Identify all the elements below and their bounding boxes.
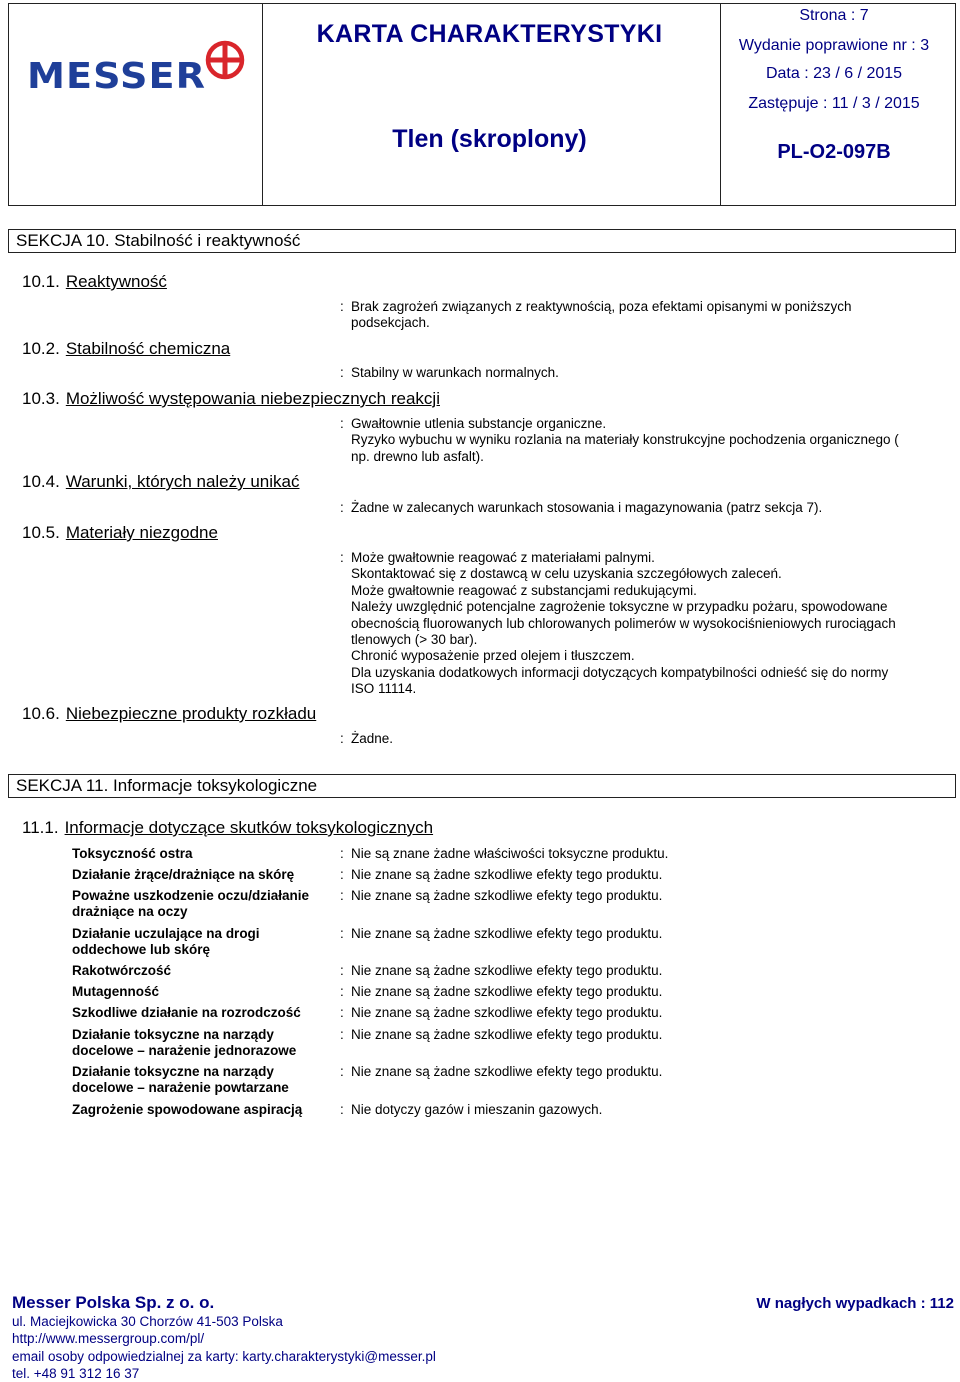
subsection-value: : Gwałtownie utlenia substancje organiczne. Ryzyko wybuchu w wyniku rozlania na materiały konstrukcyjne pochodzenia organicznego ( np. drewno lub asfalt). bbox=[340, 416, 899, 464]
subsection-heading: 10.4. Warunki, których należy unikać bbox=[22, 472, 300, 491]
footer-company: Messer Polska Sp. z o. o. bbox=[12, 1293, 215, 1312]
tox-value: : Nie znane są żadne szkodliwe efekty tego produktu. bbox=[340, 888, 663, 903]
tox-value: : Nie dotyczy gazów i mieszanin gazowych. bbox=[340, 1102, 603, 1117]
tox-value: : Nie znane są żadne szkodliwe efekty tego produktu. bbox=[340, 984, 663, 999]
tox-label: Mutagenność bbox=[72, 984, 160, 999]
section-11-header: SEKCJA 11. Informacje toksykologiczne bbox=[8, 774, 956, 798]
footer-url[interactable]: http://www.messergroup.com/pl/ bbox=[12, 1331, 205, 1346]
tox-label: Toksyczność ostra bbox=[72, 846, 193, 861]
subsection-value: : Stabilny w warunkach normalnych. bbox=[340, 365, 559, 380]
subsection-value: : Brak zagrożeń związanych z reaktywnością, poza efektami opisanymi w poniższych podsekcjach. bbox=[340, 299, 852, 331]
subsection-heading: 10.2. Stabilność chemiczna bbox=[22, 339, 231, 358]
section-10-header: SEKCJA 10. Stabilność i reaktywność bbox=[8, 229, 956, 253]
subsection-heading: 10.6. Niebezpieczne produkty rozkładu bbox=[22, 704, 317, 723]
emergency-number: W nagłych wypadkach : 112 bbox=[756, 1295, 954, 1312]
subsection-value: : Może gwałtownie reagować z materiałami palnymi. Skontaktować się z dostawcą w celu uzyskania szczegółowych zaleceń. Może gwałtownie reagować z substancjami redukującymi. Należy uwzględnić potencjalne zagrożenie toksyczne w przypadku pożaru, spowodowane obecnością fluorowanych lub chlorowanych polimerów w wysokociśnieniowych rurociągach tlenowych (> 30 bar). Chronić wyposażenie przed olejem i tłuszczem. Dla uzyskania dodatkowych informacji dotyczących kompatybilności odnieść się do normy ISO 11114. bbox=[340, 550, 896, 697]
subsection-value: : Żadne w zalecanych warunkach stosowania i magazynowania (patrz sekcja 7). bbox=[340, 500, 823, 515]
tox-value: : Nie znane są żadne szkodliwe efekty tego produktu. bbox=[340, 1064, 663, 1079]
tox-label: Zagrożenie spowodowane aspiracją bbox=[72, 1102, 303, 1117]
tox-value: : Nie znane są żadne szkodliwe efekty tego produktu. bbox=[340, 867, 663, 882]
tox-label: Poważne uszkodzenie oczu/działanie drażniące na oczy bbox=[72, 888, 310, 920]
tox-value: : Nie znane są żadne szkodliwe efekty tego produktu. bbox=[340, 963, 663, 978]
footer-address: ul. Maciejkowicka 30 Chorzów 41-503 Polska bbox=[12, 1314, 283, 1329]
tox-label: Działanie toksyczne na narządy docelowe – narażenie jednorazowe bbox=[72, 1027, 297, 1059]
messer-logo-icon bbox=[205, 40, 245, 80]
subsection-value: : Żadne. bbox=[340, 731, 394, 746]
tox-value: : Nie znane są żadne szkodliwe efekty tego produktu. bbox=[340, 926, 663, 941]
subsection-heading: 10.5. Materiały niezgodne bbox=[22, 523, 218, 542]
tox-label: Działanie żrące/drażniące na skórę bbox=[72, 867, 295, 882]
product-name: Tlen (skroplony) bbox=[392, 125, 587, 153]
supersedes-date: Zastępuje : 11 / 3 / 2015 bbox=[748, 95, 920, 112]
edition-number: Wydanie poprawione nr : 3 bbox=[738, 37, 930, 54]
tox-label: Działanie toksyczne na narządy docelowe – narażenie powtarzane bbox=[72, 1064, 289, 1096]
tox-label: Działanie uczulające na drogi oddechowe lub skórę bbox=[72, 926, 260, 958]
tox-value: : Nie są znane żadne właściwości toksyczne produktu. bbox=[340, 846, 669, 861]
company-logo-text: MESSER bbox=[27, 56, 207, 97]
footer-phone: tel. +48 91 312 16 37 bbox=[12, 1366, 140, 1381]
tox-value: : Nie znane są żadne szkodliwe efekty tego produktu. bbox=[340, 1005, 663, 1020]
subsection-heading: 10.3. Możliwość występowania niebezpiecznych reakcji bbox=[22, 389, 440, 408]
tox-value: : Nie znane są żadne szkodliwe efekty tego produktu. bbox=[340, 1027, 663, 1042]
document-title: KARTA CHARAKTERYSTYKI bbox=[316, 20, 663, 48]
subsection-heading: 11.1. Informacje dotyczące skutków toksykologicznych bbox=[22, 818, 434, 837]
issue-date: Data : 23 / 6 / 2015 bbox=[765, 65, 903, 82]
subsection-heading: 10.1. Reaktywność bbox=[22, 272, 167, 291]
tox-label: Szkodliwe działanie na rozrodczość bbox=[72, 1005, 301, 1020]
page-number: Strona : 7 bbox=[799, 7, 869, 24]
tox-label: Rakotwórczość bbox=[72, 963, 172, 978]
logo-area bbox=[9, 4, 262, 205]
document-code: PL-O2-097B bbox=[777, 141, 891, 163]
footer-email[interactable]: email osoby odpowiedzialnej za karty: karty.charakterystyki@messer.pl bbox=[12, 1349, 436, 1364]
